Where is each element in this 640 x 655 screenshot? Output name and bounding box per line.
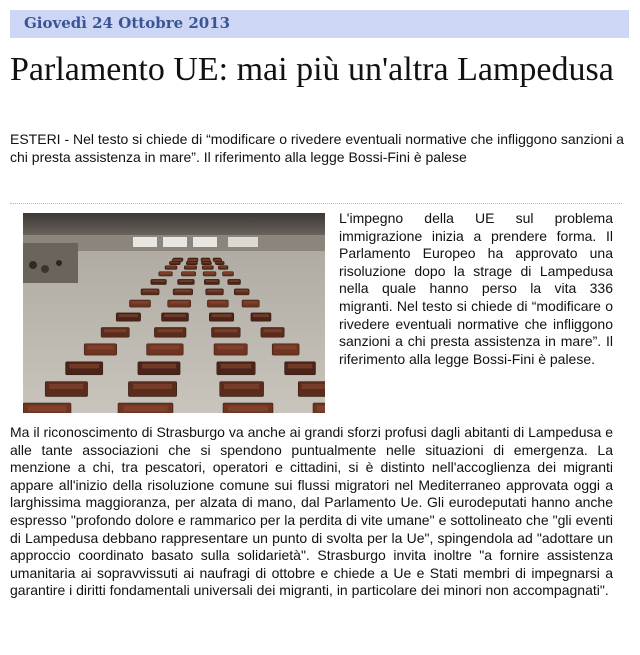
date-bar (10, 10, 629, 38)
side-paragraph: L'impegno della UE sul problema immigrazione inizia a prendere forma. Il Parlamento Europeo ha approvato una risoluzione dopo la strage di Lampedusa nella quale hanno perso la vita 336 migranti. Nel testo si chiede di “modificare o rivedere eventuali normative che infliggono sanzioni a chi presta assistenza in mare”. Il riferimento alla legge Bossi-Fini è palese. (339, 210, 613, 367)
article-lead: ESTERI - Nel testo si chiede di “modificare o rivedere eventuali normative che infliggono sanzioni a chi presta assistenza in mare”. Il riferimento alla legge Bossi-Fini è palese (10, 131, 624, 165)
divider (10, 203, 622, 204)
body-paragraph: Ma il riconoscimento di Strasburgo va anche ai grandi sforzi profusi dagli abitanti di Lampedusa e alle tante associazioni che si spendono puntualmente nelle situazioni di emergenza. La menzione a chi, tra pescatori, operatori e cittadini, si è distinto nell'accoglienza dei migranti appare all'inizio della risoluzione comune sui flussi migratori nel Mediterraneo approvata oggi a larghissima maggioranza, per alzata di mano, dal Parlamento Ue. Gli eurodeputati hanno anche espresso "profondo dolore e rammarico per la perdita di vite umane" e sottolineato che "gli eventi di Lampedusa debbano rappresentare un punto di svolta per la Ue", spingendola ad "adottare un approccio coordinato basato sulla solidarietà". Strasburgo invita inoltre "a fornire assistenza umanitaria ai sopravvissuti ai naufragi di ottobre e chiede a Ue e Stati membri di impegnarsi a garantire i diritti fondamentali universali dei migranti, in particolare dei minori non accompagnati". (10, 424, 613, 599)
article-date: Giovedì 24 Ottobre 2013 (24, 14, 231, 32)
coffins-hangar-image (23, 213, 325, 413)
article-photo (23, 213, 325, 413)
article-title: Parlamento UE: mai più un'altra Lampedusa (10, 51, 614, 88)
